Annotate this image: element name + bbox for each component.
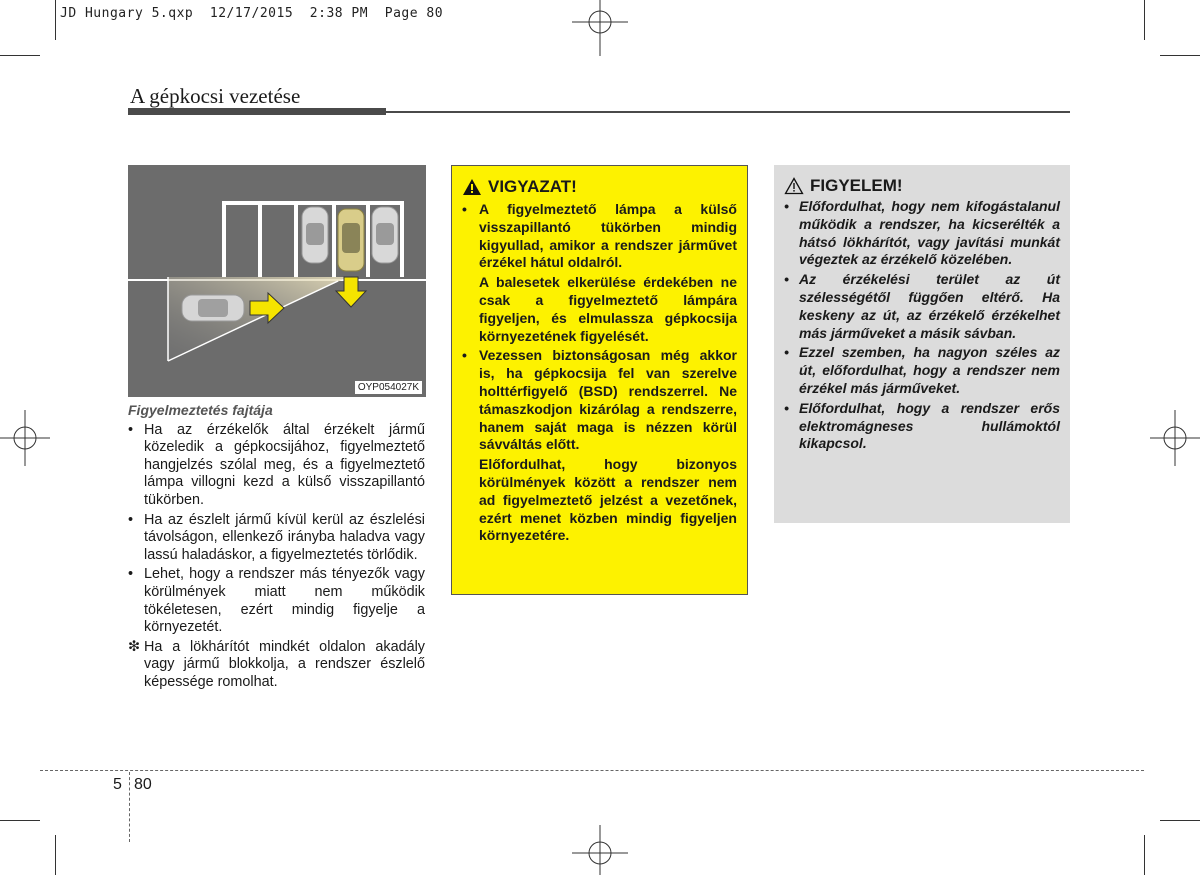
list-item: • A figyelmeztető lámpa a külső visszapillantó tükörben mindig kigyullad, amikor a rendszer járművet érzékel hátul oldalról. [462,201,737,271]
parking-scene [128,165,426,397]
registration-mark-left [0,410,50,466]
registration-mark-top [572,0,628,56]
caution-box [451,165,748,595]
list-item: • Az érzékelési terület az út szélességétől függően eltérő. Ha keskeny az út, az érzékelő érzékelhet más járműveket a másik sávban. [784,271,1060,341]
bsd-illustration [128,165,426,397]
left-column [128,402,425,694]
section-number: 5 [113,776,122,793]
list-item: • Ha az észlelt jármű kívül kerül az észlelési távolságon, ellenkező irányba haladva vagy lassú haladáskor, a figyelmeztetés törlődik. [128,511,425,563]
warning-outline-icon [784,177,804,195]
paragraph: Előfordulhat, hogy bizonyos körülmények között a rendszer nem ad figyelmeztető jelzést a vezetőnek, ezért menet közben mindig figyeljen környezetére. [479,456,737,544]
footer-divider [129,772,130,842]
subheading: Figyelmeztetés fajtája [128,402,273,418]
print-header: JD Hungary 5.qxp 12/17/2015 2:38 PM Page 80 [60,6,444,21]
caution-title: VIGYAZAT! [462,177,737,197]
approaching-car [182,295,244,321]
registration-mark-bottom [572,825,628,875]
image-code: OYP054027K [355,381,422,394]
notice-box [774,165,1070,523]
list-item: • Lehet, hogy a rendszer más tényezők vagy körülmények miatt nem működik tökéletesen, ezért mindig figyelje a környezetét. [128,566,425,636]
list-item: • Előfordulhat, hogy nem kifogástalanul működik a rendszer, ha kicserélték a hátsó lökhárítót, vagy javítási munkát végeztek az érzékelő közelében. [784,198,1060,268]
page-number: 80 [134,776,152,793]
heading-rule-thick [128,108,386,115]
notice-title: FIGYELEM! [784,176,1060,196]
section-title: A gépkocsi vezetése [130,84,301,108]
parked-car-left [302,207,328,263]
note-item: ❇ Ha a lökhárítót mindkét oldalon akadály vagy jármű blokkolja, a rendszer észlelő képessége romolhat. [128,638,425,690]
warning-icon [462,178,482,196]
registration-mark-right [1150,410,1200,466]
heading-rule-thin [386,111,1070,113]
parked-car-right [372,207,398,263]
list-item: • Vezessen biztonságosan még akkor is, ha gépkocsija fel van szerelve holttérfigyelő (BSD) rendszerrel. Ne támaszkodjon kizárólag a rendszerre, hanem saját maga is nézzen körül sávváltás előtt. [462,347,737,453]
list-item: • Ezzel szemben, ha nagyon széles az út, előfordulhat, hogy a rendszer nem érzékel más járműveket. [784,344,1060,396]
list-item: • Ha az érzékelők által érzékelt jármű közeledik a gépkocsijához, figyelmeztető hangjelzés szólal meg, és a figyelmeztető lámpa villogni kezd a külső visszapillantó tükörben. [128,421,425,508]
footer-rule [40,770,1144,771]
own-car [338,209,364,271]
paragraph: A balesetek elkerülése érdekében ne csak a figyelmeztető lámpára figyeljen, és elmulassza gépkocsija környezetének figyelését. [479,274,737,344]
list-item: • Előfordulhat, hogy a rendszer erős elektromágneses hullámoktól kikapcsol. [784,399,1060,452]
